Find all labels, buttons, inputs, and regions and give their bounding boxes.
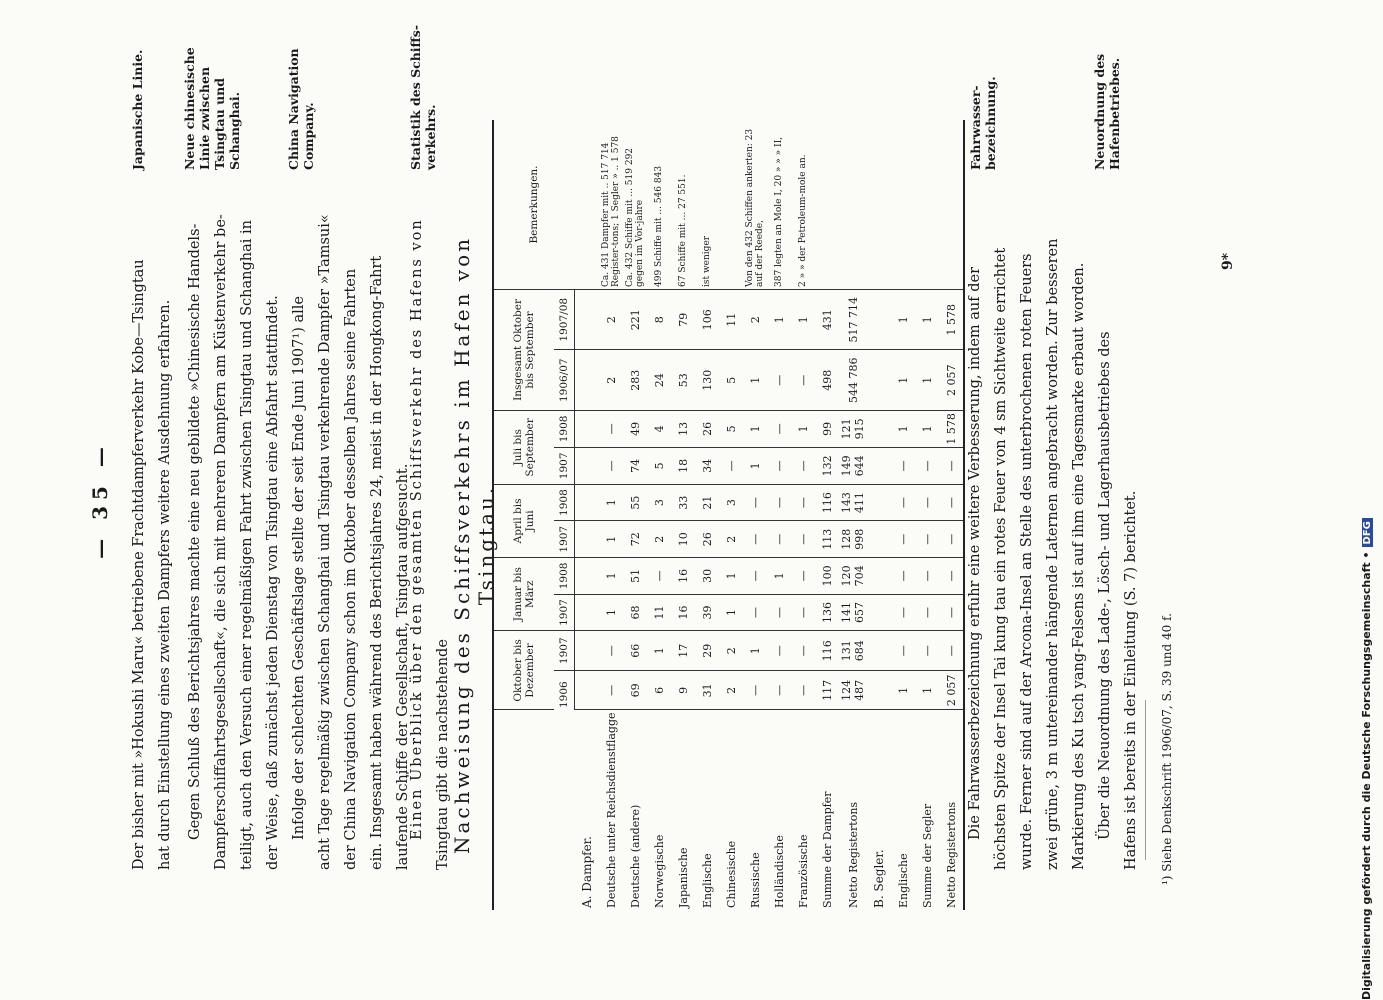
table-cell: — [791, 671, 815, 710]
table-cell: 29 [695, 631, 719, 671]
table-cell: — [743, 521, 767, 558]
text-line: Die Fahrwasserbezeichnung erfuhr eine weitere Verbesserung, indem auf der [967, 266, 983, 840]
table-cell: — [599, 410, 623, 447]
text-line: zwei grüne, 3 m untereinander hängende Laternen angebracht worden. Zur besseren [1045, 238, 1061, 870]
table-cell: 69 [623, 671, 647, 710]
table-cell: 2 [599, 350, 623, 410]
text-line: laufende Schiffe der Gesellschaft, Tsingtau aufgesucht. [395, 463, 411, 870]
table-cell: 8 [647, 290, 671, 350]
table-cell: — [767, 484, 791, 521]
table-cell: 26 [695, 410, 719, 447]
table-cell: — [939, 558, 964, 595]
table-row [623, 120, 647, 910]
table-cell: 30 [695, 558, 719, 595]
stat-paragraph [404, 190, 456, 870]
table-cell: 1 [791, 410, 815, 447]
table-row [839, 120, 867, 910]
table-row [647, 120, 671, 910]
table-cell: — [767, 447, 791, 484]
table-cell: — [939, 521, 964, 558]
text-line: Über die Neuordnung des Lade-, Lösch- und Lagerhausbetriebes des [1097, 331, 1113, 840]
row-label: Deutsche (andere) [628, 804, 642, 908]
table-cell: 11 [719, 290, 743, 350]
remark-cell: Ca. 431 Dampfer mit .. 517 714 Register-tons; 1 Segler » .. 1 578 [599, 120, 623, 290]
period-header: Oktober bis Dezember [493, 631, 554, 710]
row-label: Norwegische [652, 834, 666, 908]
table-cell: 68 [623, 594, 647, 631]
shipping-table [492, 120, 965, 910]
remark-cell [815, 120, 839, 290]
table-cell: 1 [767, 290, 791, 350]
row-label: Französische [796, 834, 810, 908]
row-label: Japanische [676, 847, 690, 908]
remark-cell [915, 120, 939, 290]
side-note-japan: Japanische Linie. [130, 49, 145, 170]
year-header: 1906 [554, 671, 575, 710]
table-cell: 131 684 [839, 631, 867, 671]
table-cell: — [791, 558, 815, 595]
table-cell: — [791, 521, 815, 558]
table-cell: 49 [623, 410, 647, 447]
table-cell: 31 [695, 671, 719, 710]
remark-cell: Ca. 432 Schiffe mit ... 519 292 gegen im Vor-jahre [623, 120, 647, 290]
intro-paragraph [126, 190, 178, 870]
text-line: teiligt, auch den Versuch einer regelmäßigen Fahrt zwischen Tsingtau und Schanghai in [239, 220, 255, 870]
table-cell: 13 [671, 410, 695, 447]
table-cell: — [743, 484, 767, 521]
table-cell: 10 [671, 521, 695, 558]
year-header: 1908 [554, 410, 575, 447]
text-line: Gegen Schluß des Berichtsjahres machte eine neu gebildete »Chinesische Handels- [187, 223, 203, 840]
table-cell: 2 [647, 521, 671, 558]
table-cell: — [915, 594, 939, 631]
table-cell: 517 714 [839, 290, 867, 350]
table-cell: 141 657 [839, 594, 867, 631]
text-line: Infolge der schlechten Geschäftslage stellte der seit Ende Juni 1907¹) alle [291, 296, 307, 840]
table-cell: 1 [767, 558, 791, 595]
digitization-credit [1360, 518, 1373, 1000]
text-line: wurde. Ferner sind auf der Arcona-Insel an Stelle des unterbrochenen roten Feuers [1019, 253, 1035, 870]
table-cell: 121 915 [839, 410, 867, 447]
table-cell: — [891, 484, 915, 521]
table-cell: 1 [743, 410, 767, 447]
row-label: Englische [700, 853, 714, 908]
table-row [791, 120, 815, 910]
table-cell: 120 704 [839, 558, 867, 595]
table-cell: — [791, 594, 815, 631]
table-cell: 55 [623, 484, 647, 521]
table-row [599, 120, 623, 910]
footnote: ¹) Siehe Denkschrift 1906/07, S. 39 und 40 f. [1160, 613, 1174, 885]
side-note-hafen: Neuordnung des Hafenbetriebes. [1092, 53, 1122, 170]
table-row [695, 120, 719, 910]
table-cell: — [767, 594, 791, 631]
table-cell: — [939, 484, 964, 521]
table-cell: 116 [815, 631, 839, 671]
table-row [891, 120, 915, 910]
remark-cell: ist weniger [695, 120, 719, 290]
remark-cell [719, 120, 743, 290]
table-cell: 149 644 [839, 447, 867, 484]
table-cell: 5 [719, 350, 743, 410]
row-label: Summe der Segler [920, 803, 934, 908]
table-cell: 5 [719, 410, 743, 447]
table-cell: 1 [719, 558, 743, 595]
table-cell: 17 [671, 631, 695, 671]
year-header: 1908 [554, 484, 575, 521]
table-cell: 18 [671, 447, 695, 484]
remark-cell: 2 » » der Petroleum-mole an. [791, 120, 815, 290]
remark-cell [939, 120, 964, 290]
text-line: der Weise, daß zunächst jeden Dienstag von Tsingtau eine Abfahrt stattfindet. [265, 295, 281, 870]
table-cell: 39 [695, 594, 719, 631]
table-title: Nachweisung des Schiffsverkehrs im Hafen von Tsingtau. [450, 235, 498, 855]
row-label: Deutsche unter Reichsdienstflagge [604, 712, 618, 908]
year-header: 1907 [554, 594, 575, 631]
table-row [743, 120, 767, 910]
table-cell: 1 [719, 594, 743, 631]
table-cell: 1 [743, 631, 767, 671]
table-cell: 24 [647, 350, 671, 410]
year-header: 1906/07 [554, 350, 575, 410]
table-cell: 113 [815, 521, 839, 558]
table-cell: 26 [695, 521, 719, 558]
row-label: Russische [748, 852, 762, 908]
table-cell: 124 487 [839, 671, 867, 710]
table-cell: 2 [719, 521, 743, 558]
table-cell: 1 [915, 410, 939, 447]
period-header: April bis Juni [493, 484, 554, 557]
table-cell: — [891, 521, 915, 558]
table-cell: 1 [743, 350, 767, 410]
table-cell: 130 [695, 350, 719, 410]
table-cell: 1 578 [939, 410, 964, 447]
remarks-header: Bemerkungen. [493, 120, 575, 290]
year-header: 1907 [554, 521, 575, 558]
table-cell: 21 [695, 484, 719, 521]
side-note-new-line: Neue chinesische Linie zwischen Tsingtau und Schanghai. [182, 47, 242, 170]
section-label: A. Dampfer. [579, 836, 594, 908]
table-cell: 116 [815, 484, 839, 521]
table-cell: 5 [647, 447, 671, 484]
table-cell: 136 [815, 594, 839, 631]
table-cell: 2 057 [939, 350, 964, 410]
table-cell: 3 [719, 484, 743, 521]
text-line: ein. Insgesamt haben während des Berichtsjahres 24, meist in der Hongkong-Fahrt [369, 255, 385, 870]
table-cell: — [767, 671, 791, 710]
table-cell: — [915, 631, 939, 671]
table-cell: — [939, 631, 964, 671]
table-cell: 100 [815, 558, 839, 595]
table-cell: 33 [671, 484, 695, 521]
table-row [719, 120, 743, 910]
text-line: Hafens ist bereits in der Einleitung (S. 7) berichtet. [1123, 490, 1139, 870]
table-cell: — [939, 447, 964, 484]
remark-cell: 67 Schiffe mit ... 27 551. [671, 120, 695, 290]
side-note-fahr: Fahrwasser-bezeichnung. [968, 76, 998, 170]
table-cell: — [743, 594, 767, 631]
row-label: Summe der Dampfer [820, 791, 834, 908]
table-cell: 1 [599, 594, 623, 631]
table-row [939, 120, 964, 910]
remark-cell [891, 120, 915, 290]
table-cell: 51 [623, 558, 647, 595]
table-cell: 1 [599, 558, 623, 595]
table-cell: 1 [647, 631, 671, 671]
table-cell: — [599, 447, 623, 484]
table-cell: 34 [695, 447, 719, 484]
table-cell: 6 [647, 671, 671, 710]
table-cell: 1 578 [939, 290, 964, 350]
table-row [767, 120, 791, 910]
table-cell: — [791, 447, 815, 484]
section-label: B. Segler. [872, 849, 886, 908]
table-cell: 1 [891, 410, 915, 447]
table-cell: 1 [891, 290, 915, 350]
credit-text: Digitalisierung gefördert durch die Deutsche Forschungsgemeinschaft • [1360, 551, 1373, 1000]
year-header: 1908 [554, 558, 575, 595]
text-line: Markierung des Ku tsch yang-Felsens ist auf ihm eine Tagesmarke erbaut worden. [1071, 262, 1087, 870]
table-cell: — [891, 447, 915, 484]
text-line: Tsingtau gibt die nachstehende [435, 639, 451, 870]
table-cell: — [767, 631, 791, 671]
table-cell: 2 057 [939, 671, 964, 710]
table-cell: 1 [743, 447, 767, 484]
chinese-line-paragraph [182, 190, 286, 870]
table-cell: 2 [719, 631, 743, 671]
text-line: acht Tage regelmäßig zwischen Schanghai und Tsingtau verkehrende Dampfer »Tamsui« [317, 214, 333, 870]
row-label: Netto Registertons [846, 801, 860, 908]
table-cell: — [915, 447, 939, 484]
table-cell: 1 [599, 484, 623, 521]
year-header: 1907 [554, 631, 575, 671]
row-label: Chinesische [724, 840, 738, 908]
dfg-logo: DFG [1362, 518, 1373, 547]
table-cell: 74 [623, 447, 647, 484]
text-line: der China Navigation Company schon im Oktober desselben Jahres seine Fahrten [343, 268, 359, 870]
table-cell: 2 [743, 290, 767, 350]
table-cell: 53 [671, 350, 695, 410]
table-cell: 72 [623, 521, 647, 558]
period-header: Juli bis September [493, 410, 554, 484]
table-row [915, 120, 939, 910]
table-cell: 3 [647, 484, 671, 521]
side-note-stat: Statistik des Schiffs-verkehrs. [408, 24, 438, 170]
table-cell: 16 [671, 594, 695, 631]
hafen-paragraph [1092, 190, 1144, 870]
table-cell: — [599, 671, 623, 710]
row-label: Holländische [772, 835, 786, 908]
page-number: — 35 — [88, 441, 112, 559]
table-cell: — [791, 484, 815, 521]
side-note-cnc: China Navigation Company. [286, 48, 316, 170]
table-cell: — [939, 594, 964, 631]
table-cell: — [891, 594, 915, 631]
table-cell: 128 998 [839, 521, 867, 558]
row-label: Englische [896, 853, 910, 908]
table-cell: 431 [815, 290, 839, 350]
table-cell: — [743, 558, 767, 595]
table-cell: 1 [915, 290, 939, 350]
table-cell: — [791, 631, 815, 671]
remark-cell: 499 Schiffe mit ... 546 843 [647, 120, 671, 290]
year-header: 1907 [554, 447, 575, 484]
table-cell: 2 [599, 290, 623, 350]
table-cell: 143 411 [839, 484, 867, 521]
table-cell: 1 [915, 671, 939, 710]
table-cell: 1 [599, 521, 623, 558]
table-cell: — [891, 631, 915, 671]
table-cell: 1 [891, 350, 915, 410]
table-cell: — [743, 671, 767, 710]
table-cell: 1 [791, 290, 815, 350]
remark-cell: Von den 432 Schiffen ankerten: 23 auf der Reede, [743, 120, 767, 290]
table-cell: 283 [623, 350, 647, 410]
table-cell: 16 [671, 558, 695, 595]
table-row [815, 120, 839, 910]
table-cell: — [719, 447, 743, 484]
table-cell: — [915, 521, 939, 558]
table-cell: — [915, 484, 939, 521]
cnc-paragraph [286, 190, 416, 870]
table-row [671, 120, 695, 910]
year-header: 1907/08 [554, 290, 575, 350]
text-line: hat durch Einstellung eines zweiten Dampfers weitere Ausdehnung erfahren. [157, 299, 173, 870]
table-cell: — [915, 558, 939, 595]
text-line: höchsten Spitze der Insel Tai kung tau ein rotes Feuer von 4 sm Sichtweite errichtet [993, 247, 1009, 870]
remark-cell [839, 120, 867, 290]
table-cell: 2 [719, 671, 743, 710]
table-cell: — [767, 410, 791, 447]
footnote-rule [1145, 700, 1146, 860]
table-cell: — [599, 631, 623, 671]
table-cell: 1 [915, 350, 939, 410]
table-cell: 106 [695, 290, 719, 350]
row-label: Netto Registertons [944, 801, 958, 908]
fahrwasser-paragraph [962, 190, 1092, 870]
remark-cell: 387 legten an Mole I, 20 » » » II, [767, 120, 791, 290]
table-cell: 11 [647, 594, 671, 631]
table-cell: 1 [891, 671, 915, 710]
text-line: Einen Überblick über den gesamten Schiffsverkehr des Hafens von [409, 218, 425, 840]
text-line: Dampferschiffahrtsgesellschaft«, die sich mit mehreren Dampfern am Küstenverkehr be- [213, 214, 229, 870]
table-cell: 221 [623, 290, 647, 350]
table-cell: — [891, 558, 915, 595]
text-line: Der bisher mit »Hokushi Maru« betriebene Frachtdampferverkehr Kobe—Tsingtau [131, 259, 147, 870]
signature-mark: 9* [1220, 252, 1236, 270]
label-header [493, 710, 575, 910]
table-cell: — [767, 350, 791, 410]
table-cell: 9 [671, 671, 695, 710]
table-cell: — [647, 558, 671, 595]
table-cell: 79 [671, 290, 695, 350]
table-cell: 544 786 [839, 350, 867, 410]
period-header: Insgesamt Oktober bis September [493, 290, 554, 411]
table-cell: 99 [815, 410, 839, 447]
table-cell: 4 [647, 410, 671, 447]
table-cell: 132 [815, 447, 839, 484]
table-cell: 498 [815, 350, 839, 410]
table-cell: 66 [623, 631, 647, 671]
table-cell: 117 [815, 671, 839, 710]
table-cell: — [767, 521, 791, 558]
table-cell: — [791, 350, 815, 410]
period-header: Januar bis März [493, 558, 554, 631]
